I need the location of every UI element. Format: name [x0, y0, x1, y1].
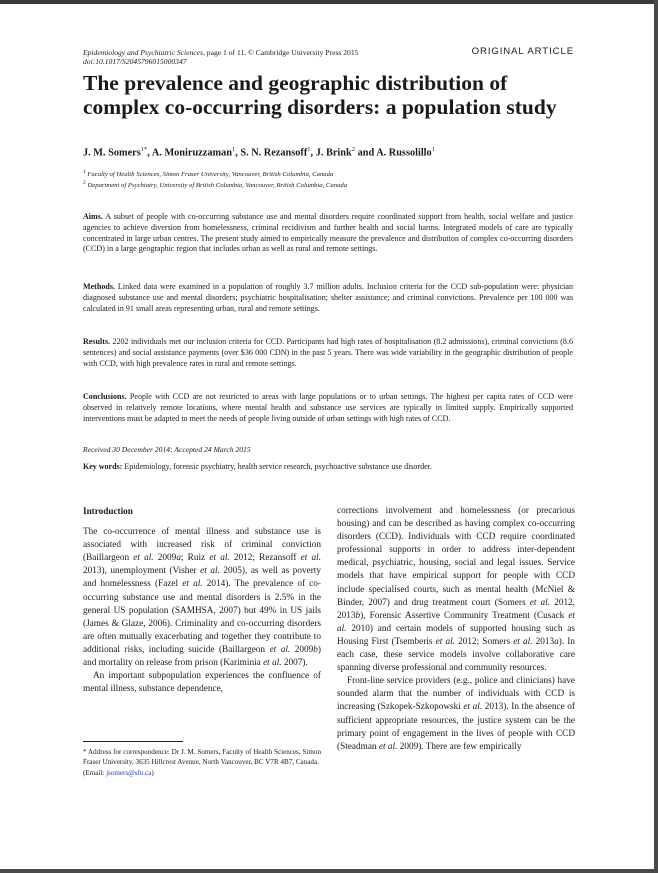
author-sup: 1 — [431, 146, 435, 153]
text-run: 2007). — [281, 658, 308, 669]
author-sep: , — [235, 147, 241, 159]
abstract-text: Linked data were examined in a population of roughly 3.7 million adults. Inclusion criteria for the CCD sub-population were: physician diagnosed substance use and mental disorders; psychiatric hospitalisation; shelter assistance; and criminal convictions. Prevalence per 100 000 was calculated in 91 small areas representing urban, rural and remote settings. — [83, 282, 573, 313]
body-paragraph: An important subpopulation experiences the confluence of mental illness, substance dependence, — [83, 671, 321, 695]
affiliation-text: Faculty of Health Sciences, Simon Fraser University, Vancouver, British Columbia, Canada — [85, 171, 334, 179]
italic-run: et al. — [463, 702, 483, 713]
footnote-text: * Address for correspondence: Dr J. M. Somers, Faculty of Health Sciences, Simon Fraser University, 3635 Hillcrest Avenue, North Vancouver, BC V7R 4B7, Canada. — [83, 748, 321, 767]
affiliation-sup: 1 — [83, 169, 86, 175]
page-bottom-edge — [0, 869, 658, 873]
text-run: 2013 — [532, 636, 555, 647]
body-column-right — [337, 505, 575, 754]
italic-run: et al. — [300, 553, 322, 564]
body-column-left — [83, 505, 321, 696]
italic-run: et al. — [337, 610, 575, 634]
page-top-edge — [0, 0, 658, 4]
keywords-text: Epidemiology, forensic psychiatry, health service research, psychoactive substance use disorder. — [122, 462, 432, 471]
italic-run: a — [176, 553, 181, 564]
text-run: 2009). There are few empirically — [397, 741, 522, 752]
text-run: ; Ruiz — [180, 553, 210, 564]
body-paragraph — [337, 505, 575, 675]
affiliation-sup: 2 — [83, 180, 86, 186]
text-run: 2014). The prevalence of co-occurring substance use and mental disorders is 2.5% in the general US population (SAMHSA, 2007) but 49% in US jails (James & Glaze, 2006). Criminality and co-occurring disorders are often mutually exacerbating and together they contribute to additional risks, including suicide (Baillargeon — [83, 579, 321, 655]
abstract-results — [83, 337, 573, 369]
author-name: J. M. Somers — [83, 147, 141, 159]
body-paragraph — [337, 675, 575, 754]
italic-run: b — [355, 610, 361, 621]
text-run: 2013), unemployment (Visher — [83, 566, 201, 577]
correspondence-footnote — [83, 747, 321, 778]
text-run: 2012, 2013 — [337, 597, 576, 621]
abstract-text: A subset of people with co-occurring substance use and mental disorders require coordinated support from health, social welfare and justice agencies to achieve diversion from homelessness, criminal recidivism and further health and social harms. Integrated models of care are typically concentrated in large urban centres. The present study aimed to empirically measure the prevalence and distribution of complex co-occurring disorders (CCD) in a large geographic region that includes urban as well as rural and remote settings. — [83, 212, 573, 254]
abstract-text: People with CCD are not restricted to areas with large populations or to urban settings. The highest per capita rates of CCD were observed in relatively remote locations, where mental health and substance use services are typically in limited supply. Empirically supported interventions must be adapted to meet the needs of people living outside of urban settings with high rates of CCD. — [83, 392, 573, 423]
text-run: ), Forensic Assertive Community Treatment (Cusack — [360, 610, 569, 621]
text-run: Front-line service providers (e.g., police and clinicians) have sounded alarm that the number of individuals with CCD is increasing (Szkopek-Szkopowski — [337, 676, 575, 713]
italic-run: et al. — [269, 644, 291, 655]
italic-run: et al. — [182, 579, 203, 590]
text-run: 2012; Somers — [454, 636, 514, 647]
affiliation — [83, 180, 583, 189]
footnote-email-label: (Email: — [83, 768, 107, 777]
author-name: S. N. Rezansoff — [240, 147, 308, 159]
author-sep: , — [310, 147, 316, 159]
text-run: 2012; Rezansoff — [229, 553, 301, 564]
text-run: ) and mortality on release from prison (Kariminia — [83, 644, 321, 669]
keywords — [83, 462, 573, 471]
italic-run: et al. — [209, 553, 230, 564]
article-type-label: ORIGINAL ARTICLE — [471, 46, 574, 57]
author-sup: 1 — [307, 146, 311, 153]
text-run: 2013). In the absence of sufficient appropriate resources, the justice system can be the primary point of engagement in the lives of people with CCD (Steadman — [337, 702, 575, 752]
text-run: 2010) and certain models of supported housing such as Housing First (Tsemberis — [337, 623, 575, 647]
abstract-label: Results. — [83, 337, 111, 346]
author-sup: 1 — [231, 146, 236, 153]
doi: doi:10.1017/S2045796015000347 — [83, 57, 187, 67]
article-title: The prevalence and geographic distribution of complex co-occurring disorders: a population study — [83, 71, 557, 119]
italic-run: et al. — [529, 597, 551, 608]
author-sep: , — [147, 147, 152, 159]
text-run: ). In each case, these service models involve collaborative care spanning diverse professional and community resources. — [337, 636, 576, 674]
italic-run: a — [554, 636, 559, 647]
footnote-divider — [83, 741, 183, 742]
text-run: The co-occurrence of mental illness and substance use is associated with increased risk of criminal conviction (Baillargeon — [83, 527, 321, 564]
abstract-aims — [83, 212, 573, 255]
italic-run: et al. — [263, 658, 282, 669]
text-run: 2005), as well as poverty and homelessness (Fazel — [83, 566, 321, 590]
abstract-label: Conclusions. — [83, 392, 127, 401]
body-paragraph — [83, 526, 321, 670]
section-heading: Introduction — [83, 506, 133, 516]
abstract-conclusions — [83, 392, 573, 424]
page-right-edge — [654, 0, 658, 873]
affiliation-text: Department of Psychiatry, University of British Columbia, Vancouver, British Columbia, Canada — [85, 182, 348, 190]
text-run: 2009 — [153, 553, 177, 564]
journal-page-info: page 1 of 11. © Cambridge University Press 2015 — [204, 48, 359, 57]
author-sup: 2 — [351, 146, 355, 153]
author-name: A. Moniruzzaman — [151, 147, 232, 159]
italic-run: et al. — [200, 566, 220, 577]
journal-header — [83, 48, 443, 67]
author-name: A. Russolillo — [376, 147, 432, 159]
italic-run: et al. — [513, 636, 533, 647]
abstract-label: Methods. — [83, 282, 115, 291]
text-run: corrections involvement and homelessness (or precarious housing) and can be described as having complex co-occurring disorders (CCD). Individuals with CCD require coordinated professional supports in order to address inter-dependent medical, psychiatric, housing, social and legal issues. Service models that have empirical support for people with CCD include specialised courts, such as mental health (McNiel & Binder, 2007) and drug treatment court (Somers — [337, 506, 575, 608]
journal-name: Epidemiology and Psychiatric Sciences, — [83, 48, 205, 57]
keywords-label: Key words: — [83, 462, 123, 471]
affiliation — [83, 169, 583, 178]
abstract-methods — [83, 282, 573, 314]
italic-run: b — [313, 644, 318, 655]
received-dates: Received 30 December 2014; Accepted 24 March 2015 — [83, 445, 251, 454]
text-run: 2009 — [290, 644, 314, 655]
author-sep: and — [355, 147, 377, 159]
abstract-text: 2202 individuals met our inclusion criteria for CCD. Participants had high rates of hospitalisation (8.2 admissions), criminal convictions (8.6 sentences) and social assistance payments (over $36 000 CDN) in the past 5 years. There was wide variability in the geographic distribution of people with CCD, with high prevalence rates in rural and remote settings. — [83, 337, 573, 368]
footnote-email-close: ) — [151, 768, 154, 777]
italic-run: et al. — [378, 741, 398, 752]
abstract-label: Aims. — [83, 212, 103, 221]
italic-run: et al. — [133, 553, 154, 564]
author-name: J. Brink — [315, 147, 352, 159]
italic-run: et al. — [435, 636, 455, 647]
email-link[interactable]: jsomers@sfu.ca — [106, 768, 152, 777]
author-sup: 1* — [140, 146, 148, 153]
author-list — [83, 146, 583, 158]
